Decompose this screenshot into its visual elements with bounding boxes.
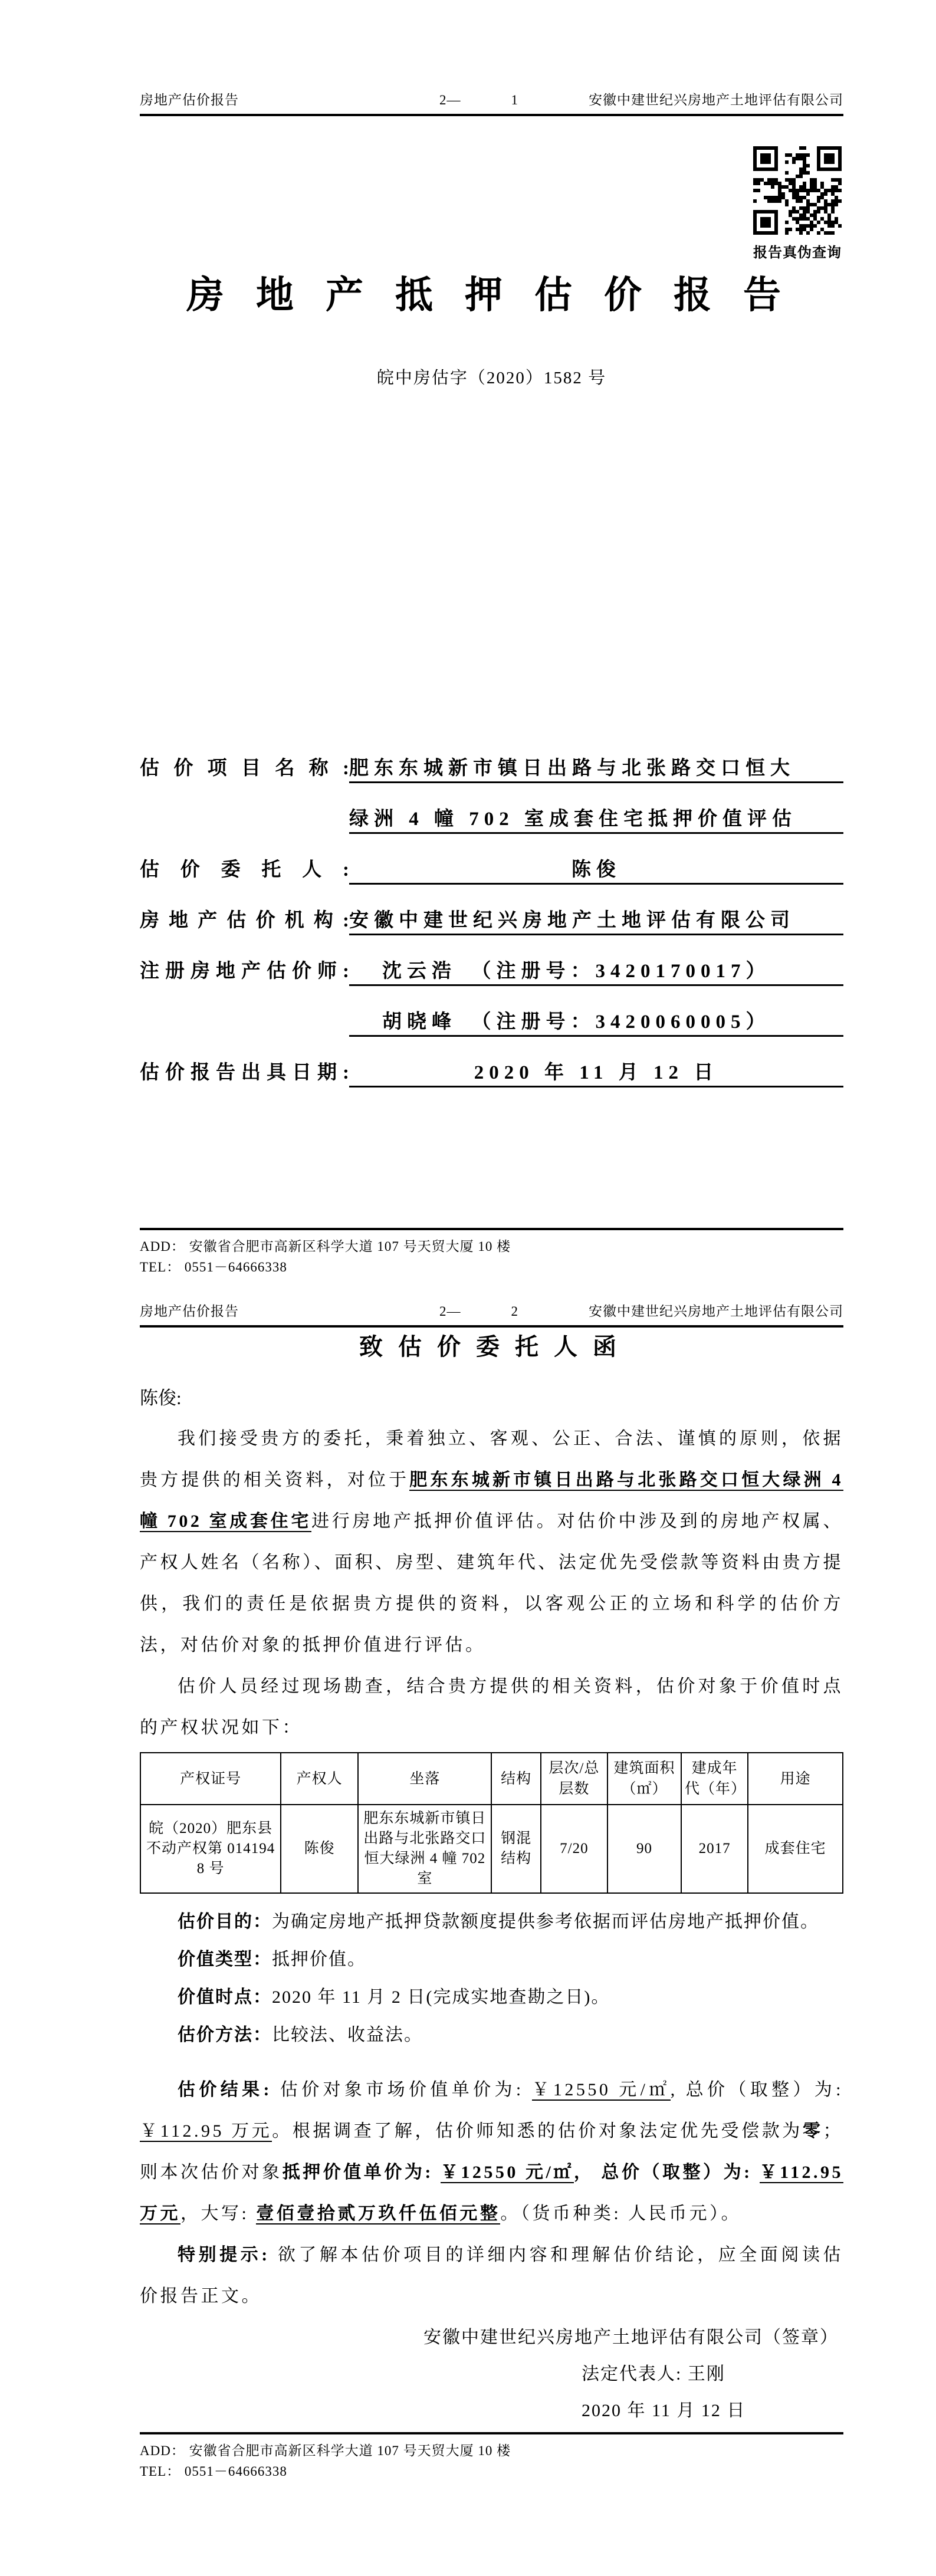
- field-value: 绿洲 4 幢 702 室成套住宅抵押价值评估: [349, 806, 843, 834]
- table-header-cell: 产权证号: [140, 1753, 281, 1805]
- table-cell-location: 肥东东城新市镇日出路与北张路交口恒大绿洲 4 幢 702 室: [358, 1805, 491, 1893]
- header-company-name: 安徽中建世纪兴房地产土地评估有限公司: [589, 93, 843, 107]
- header-rule: [140, 114, 843, 116]
- page-header: [140, 1303, 843, 1320]
- field-label: 注册房地产估价师:: [140, 961, 349, 982]
- field-label: [140, 1009, 349, 1037]
- field-issue-date: [140, 1060, 843, 1087]
- table-header-cell: 建成年代（年）: [681, 1753, 748, 1805]
- field-label: 估价项目名称:: [140, 758, 349, 779]
- table-header-cell: 产权人: [281, 1753, 358, 1805]
- footer-address: ADD： 安徽省合肥市高新区科学大道 107 号天贸大厦 10 楼: [140, 1239, 511, 1254]
- footer-phone: TEL： 0551－64666338: [140, 1260, 287, 1274]
- table-cell-structure: 钢混结构: [491, 1805, 540, 1893]
- field-value: 陈俊: [349, 857, 843, 885]
- salutation: 陈俊:: [140, 1388, 182, 1408]
- property-table: [140, 1752, 843, 1894]
- table-cell-certificate: 皖（2020）肥东县不动产权第 0141948 号: [140, 1805, 281, 1893]
- field-label: 估价委托人:: [140, 859, 349, 880]
- field-value: 安徽中建世纪兴房地产土地评估有限公司: [349, 908, 843, 935]
- item-value-date: 价值时点：2020 年 11 月 2 日(完成实地查勘之日)。: [178, 1987, 610, 2007]
- table-cell-owner: 陈俊: [281, 1805, 358, 1893]
- signature-block: [423, 2319, 843, 2429]
- signature-date: 2020 年 11 月 12 日: [582, 2401, 746, 2420]
- footer-phone: TEL： 0551－64666338: [140, 2464, 287, 2479]
- valuation-items: [140, 1903, 843, 2054]
- field-label: 房地产估价机构:: [140, 910, 349, 931]
- report-number: 皖中房估字（2020）1582 号: [376, 369, 607, 387]
- signature-legal-rep: 法定代表人: 王刚: [582, 2364, 725, 2384]
- item-method: 估价方法：比较法、收益法。: [178, 2025, 423, 2045]
- field-appraiser-2: [140, 1009, 843, 1037]
- letter-page: [0, 1288, 936, 2576]
- table-cell-area: 90: [607, 1805, 681, 1893]
- table-header-cell: 用途: [748, 1753, 843, 1805]
- qr-caption: 报告真伪查询: [753, 245, 842, 261]
- valuation-result-paragraph: 估价结果: 估价对象市场价值单价为: ￥12550 元/㎡, 总价（取整）为: ￥112.95 万元。根据调查了解，估价师知悉的估价对象法定优先受偿款为零；则本次估价对象抵押价值单价为: ￥12550 元/㎡， 总价（取整）为: ￥112.95 万元，大写: 壹佰壹拾贰万玖仟伍佰元整。（货币种类: 人民币元）。: [140, 2080, 844, 2223]
- item-purpose: 估价目的：为确定房地产抵押贷款额度提供参考依据而评估房地产抵押价值。: [178, 1912, 819, 1931]
- letter-paragraph-commission: 我们接受贵方的委托，秉着独立、客观、公正、合法、谨慎的原则，依据贵方提供的相关资料，对位于肥东东城新市镇日出路与北张路交口恒大绿洲 4 幢 702 室成套住宅进行房地产抵押价值评估。对估价中涉及到的房地产权属、产权人姓名（名称）、面积、房型、建筑年代、法定优先受偿款等资料由贵方提供，我们的责任是依据贵方提供的资料，以客观公正的立场和科学的估价方法，对估价对象的抵押价值进行评估。: [140, 1429, 844, 1655]
- letter-paragraph-survey: 估价人员经过现场勘查，结合贵方提供的相关资料，估价对象于价值时点的产权状况如下：: [140, 1677, 843, 1737]
- footer-rule: [140, 2432, 843, 2434]
- footer-rule: [140, 1228, 843, 1230]
- table-header-cell: 建筑面积（㎡）: [607, 1753, 681, 1805]
- table-cell-use: 成套住宅: [748, 1805, 843, 1893]
- field-project-name-line2: [140, 806, 843, 834]
- special-note-paragraph: 特别提示: 欲了解本估价项目的详细内容和理解估价结论，应全面阅读估价报告正文。: [140, 2245, 844, 2306]
- header-doc-type: 房地产估价报告: [140, 93, 239, 107]
- table-cell-floor: 7/20: [541, 1805, 607, 1893]
- report-title: 房地产抵押估价报告: [186, 274, 813, 316]
- table-header-row: [140, 1753, 843, 1805]
- field-project-name: [140, 755, 843, 783]
- field-label: [140, 806, 349, 834]
- header-company-name: 安徽中建世纪兴房地产土地评估有限公司: [589, 1304, 843, 1319]
- signature-company: 安徽中建世纪兴房地产土地评估有限公司（签章）: [423, 2328, 839, 2347]
- field-agency: [140, 908, 843, 935]
- header-doc-type: 房地产估价报告: [140, 1304, 239, 1319]
- cover-form: [140, 755, 843, 1087]
- field-value: 沈云浩 （注册号：3420170017）: [349, 958, 843, 986]
- header-page-prefix: 2—: [439, 93, 461, 107]
- header-page-number: 1: [511, 93, 518, 107]
- item-value-type: 价值类型：抵押价值。: [178, 1950, 366, 1969]
- page-header: [140, 91, 843, 109]
- page-footer: [140, 1228, 843, 1277]
- field-value: 胡晓峰 （注册号：3420060005）: [349, 1009, 843, 1037]
- table-cell-year: 2017: [681, 1805, 748, 1893]
- qr-code: [753, 146, 842, 235]
- table-header-cell: 结构: [491, 1753, 540, 1805]
- field-client: [140, 857, 843, 885]
- header-rule: [140, 1325, 843, 1328]
- table-header-cell: 坐落: [358, 1753, 491, 1805]
- field-value: 肥东东城新市镇日出路与北张路交口恒大: [349, 755, 843, 783]
- letter-title: 致估价委托人函: [359, 1333, 632, 1360]
- table-header-cell: 层次/总层数: [541, 1753, 607, 1805]
- field-label: 估价报告出具日期:: [140, 1062, 349, 1083]
- footer-address: ADD： 安徽省合肥市高新区科学大道 107 号天贸大厦 10 楼: [140, 2443, 511, 2458]
- header-page-number: 2: [511, 1304, 518, 1319]
- table-row: [140, 1805, 843, 1893]
- field-value: 2020 年 11 月 12 日: [349, 1060, 843, 1087]
- qr-block: [753, 146, 842, 261]
- field-appraiser-1: [140, 958, 843, 986]
- page-footer: [140, 2432, 843, 2482]
- header-page-prefix: 2—: [439, 1304, 461, 1319]
